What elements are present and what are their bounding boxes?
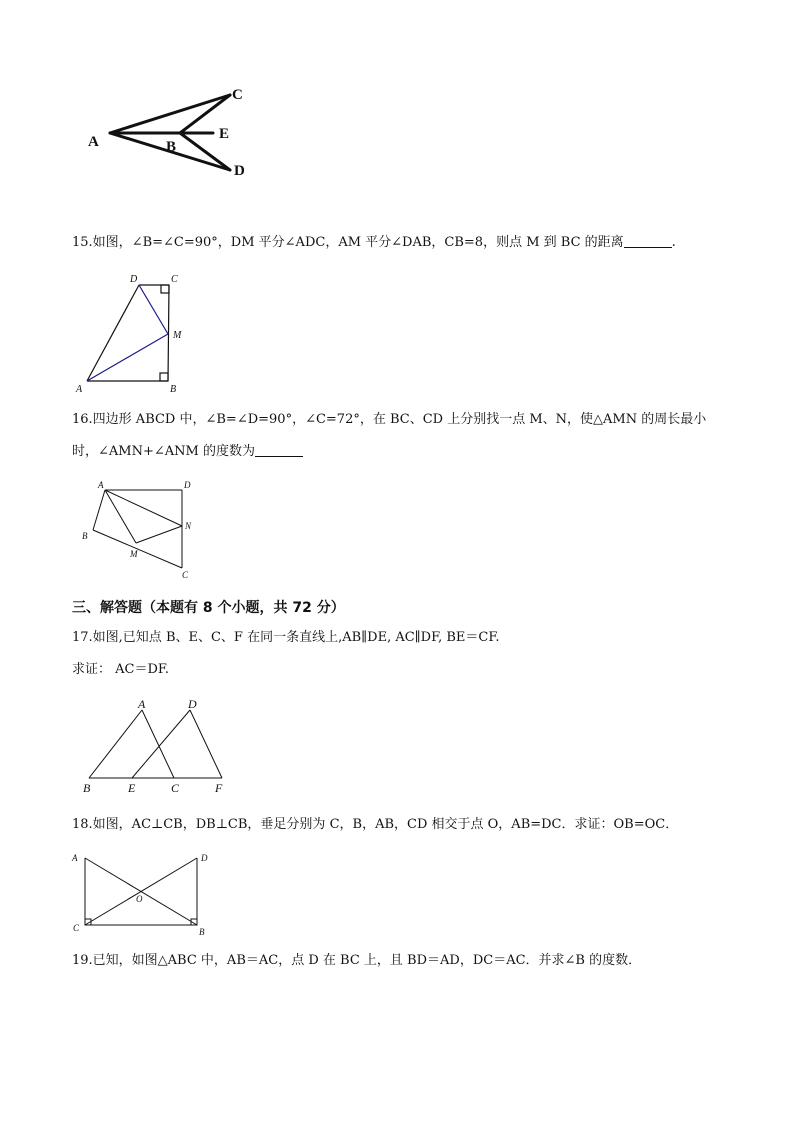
q15-number: 15.如图， [72, 235, 132, 250]
label-d: D [234, 163, 245, 179]
q15-end: . [671, 235, 676, 250]
label-d: D [130, 274, 138, 285]
label-b: B [83, 781, 91, 795]
label-d: D [188, 697, 197, 711]
q15-text: ∠B=∠C=90°，DM 平分∠ADC，AM 平分∠DAB，CB=8，则点 M 到 BC 的距离 [131, 235, 624, 250]
label-d: D [201, 853, 208, 863]
answer-blank-15[interactable] [624, 235, 672, 248]
answer-blank-16[interactable] [255, 444, 303, 457]
label-a: A [72, 853, 78, 863]
label-d: D [184, 480, 191, 490]
label-b: B [170, 384, 177, 395]
figure-q17 [72, 696, 252, 796]
figure-q16 [72, 478, 202, 583]
label-a: A [138, 697, 146, 711]
label-a: A [88, 134, 99, 150]
figure-q14 [80, 80, 270, 190]
label-c: C [232, 87, 243, 103]
label-e: E [219, 126, 230, 142]
label-c: C [171, 274, 178, 285]
figure-q15 [72, 268, 202, 398]
question-15 [72, 233, 676, 253]
question-17-line1: 17.如图,已知点 B、E、C、F 在同一条直线上,AB∥DE, AC∥DF, BE＝CF. [72, 630, 500, 645]
label-a: A [98, 480, 104, 490]
label-c: C [73, 923, 80, 933]
question-19: 19.已知，如图△ABC 中，AB＝AC，点 D 在 BC 上，且 BD＝AD，DC＝AC．并求∠B 的度数． [72, 953, 642, 968]
figure-q18 [70, 848, 220, 943]
question-16-line1: 16.四边形 ABCD 中，∠B=∠D=90°，∠C=72°，在 BC、CD 上分别找一点 M、N，使△AMN 的周长最小 [72, 412, 707, 427]
label-m: M [173, 330, 182, 341]
label-f: F [215, 781, 223, 795]
segment-ac [110, 95, 230, 133]
label-a: A [76, 384, 83, 395]
label-e: E [128, 781, 136, 795]
label-b: B [199, 927, 205, 937]
label-b: B [166, 139, 177, 155]
label-c: C [182, 570, 189, 580]
q16-line2-text: 时，∠AMN+∠ANM 的度数为 [72, 444, 255, 459]
question-16-line2 [72, 442, 303, 462]
label-b: B [82, 531, 88, 541]
label-m: M [130, 549, 138, 559]
question-17-line2: 求证： AC＝DF. [72, 662, 170, 677]
label-n: N [185, 521, 192, 531]
section-3-heading: 三、解答题（本题有 8 个小题，共 72 分） [72, 600, 345, 616]
label-c: C [171, 781, 180, 795]
question-18: 18.如图，AC⊥CB，DB⊥CB，垂足分别为 C，B，AB，CD 相交于点 O，AB=DC．求证：OB=OC． [72, 817, 679, 832]
label-o: O [136, 894, 143, 904]
